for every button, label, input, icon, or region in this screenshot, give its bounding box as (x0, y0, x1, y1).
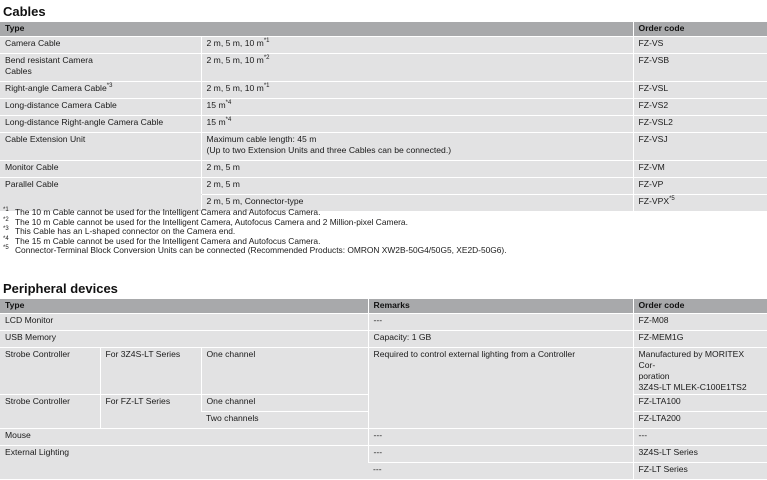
table-row (0, 54, 767, 82)
table-header-row (0, 299, 767, 314)
description-cell: 2 m, 5 m, 10 $m^{*1}$ (201, 37, 633, 54)
order-code-cell: Manufactured by MORITEX Cor- poration 3Z4S-LT MLEK-C100E1TS2 (633, 348, 767, 395)
type-cell: Parallel Cable (0, 178, 201, 195)
table-row (0, 314, 767, 331)
order-code-header: Order code (633, 22, 767, 37)
description-cell: 2 m, 5 m, 10 $m^{*2}$ (201, 54, 633, 82)
order-code-cell: FZ-VSB (633, 54, 767, 82)
description-cell: 2 m, 5 m, 10 $m^{*1}$ (201, 82, 633, 99)
type-cell: Long-distance Camera Cable (0, 99, 201, 116)
order-code-cell: FZ-VS2 (633, 99, 767, 116)
footnotes (3, 208, 743, 256)
type-header: Type (0, 22, 633, 37)
type-header: Type (0, 299, 368, 314)
type-cell: Strobe Controller (0, 395, 100, 429)
table-row (0, 133, 767, 161)
channel-cell: One channel (201, 395, 368, 412)
order-code-header: Order code (633, 299, 767, 314)
order-code-cell: FZ-VSL2 (633, 116, 767, 133)
peripheral-section-title: Peripheral devices (3, 281, 118, 296)
footnote-ref: *5 (669, 196, 675, 202)
footnote-mark: *5 (3, 245, 9, 252)
type-cell: Camera Cable (0, 37, 201, 54)
type-cell: Right-angle Camera Cable$^{*3}$ (0, 82, 201, 99)
table-row (0, 82, 767, 99)
footnote-mark: *3 (3, 226, 9, 233)
type-cell: External Lighting (0, 446, 368, 480)
table-row (0, 116, 767, 133)
footnote: *4 The 15 m Cable cannot be used for the Intelligent Camera and Autofocus Camera. (3, 235, 321, 246)
footnote-mark: *1 (3, 207, 9, 213)
type-cell: Long-distance Right-angle Camera Cable (0, 116, 201, 133)
footnote-ref: *2 (263, 55, 270, 61)
type-cell: USB Memory (0, 331, 368, 348)
footnote: *3 This Cable has an L-shaped connector on the Camera end. (3, 226, 236, 237)
footnote-mark: *4 (3, 235, 9, 242)
remarks-cell: --- (368, 429, 633, 446)
type-cell: Cable Extension Unit (0, 133, 201, 161)
footnote: *2 The 10 m Cable cannot be used for the Intelligent Camera, Autofocus Camera and 2 Million-pixel Camera. (3, 216, 408, 227)
order-code-cell: FZ-VSL (633, 82, 767, 99)
description-cell: 15 $m^{*4}$ (201, 99, 633, 116)
type-cell: Mouse (0, 429, 368, 446)
description-cell: 2 m, 5 m (201, 178, 633, 195)
type-cell: Monitor Cable (0, 161, 201, 178)
table-row (0, 178, 767, 195)
order-code-cell: 3Z4S-LT Series (633, 446, 767, 463)
order-code-cell: FZ-M08 (633, 314, 767, 331)
table-header-row (0, 22, 767, 37)
description-line-2: (Up to two Extension Units and three Cables can be connected.) (206, 145, 452, 155)
table-row (0, 161, 767, 178)
table-row (0, 446, 767, 463)
order-code-cell: FZ-LT Series (633, 463, 767, 480)
order-code-cell: FZ-VSJ (633, 133, 767, 161)
type-cell: Bend resistant Camera Cables (0, 54, 201, 82)
cables-section-title: Cables (3, 4, 46, 19)
description-cell: Maximum cable length: 45 m (Up to two Extension Units and three Cables can be connected.) (201, 133, 633, 161)
channel-cell: One channel (201, 348, 368, 395)
description-cell: 15 $m^{*4}$ (201, 116, 633, 133)
footnote-ref: *4 (225, 117, 232, 123)
order-code-cell: FZ-VS (633, 37, 767, 54)
footnote-mark: *2 (3, 216, 9, 223)
order-code-cell: FZ-LTA200 (633, 412, 767, 429)
channel-cell: Two channels (201, 412, 368, 429)
table-row (0, 348, 767, 395)
footnote: *5 Connector-Terminal Block Conversion Units can be connected (Recommended Products: OMRON XW2B-50G4/50G5, XE2D-50G6). (3, 245, 507, 256)
order-code-cell: FZ-MEM1G (633, 331, 767, 348)
series-cell: For 3Z4S-LT Series (100, 348, 201, 395)
footnote-ref: *1 (263, 38, 270, 44)
order-code-cell: FZ-VPX$^{*5}$ (633, 195, 767, 212)
order-code-cell: FZ-VP (633, 178, 767, 195)
footnote: *1 The 10 m Cable cannot be used for the Intelligent Camera and Autofocus Camera. (3, 207, 321, 217)
remarks-cell: Capacity: 1 GB (368, 331, 633, 348)
table-row (0, 331, 767, 348)
remarks-cell: --- (368, 463, 633, 480)
order-code-cell: FZ-VM (633, 161, 767, 178)
table-row (0, 99, 767, 116)
footnote-ref: *4 (225, 100, 232, 106)
cables-table (0, 22, 767, 212)
series-cell: For FZ-LT Series (100, 395, 201, 429)
footnote-ref: *1 (263, 83, 270, 89)
order-code-cell: FZ-LTA100 (633, 395, 767, 412)
remarks-cell: --- (368, 314, 633, 331)
table-row (0, 37, 767, 54)
remarks-cell: --- (368, 446, 633, 463)
remarks-cell: Required to control external lighting from a Controller (368, 348, 633, 429)
peripheral-table (0, 299, 767, 480)
type-cell: LCD Monitor (0, 314, 368, 331)
description-cell: 2 m, 5 m (201, 161, 633, 178)
remarks-header: Remarks (368, 299, 633, 314)
type-cell: Strobe Controller (0, 348, 100, 395)
order-code-cell: --- (633, 429, 767, 446)
table-row (0, 429, 767, 446)
footnote-ref: *3 (106, 83, 113, 89)
description-cell: 2 m, 5 m, Connector-type (201, 195, 633, 212)
